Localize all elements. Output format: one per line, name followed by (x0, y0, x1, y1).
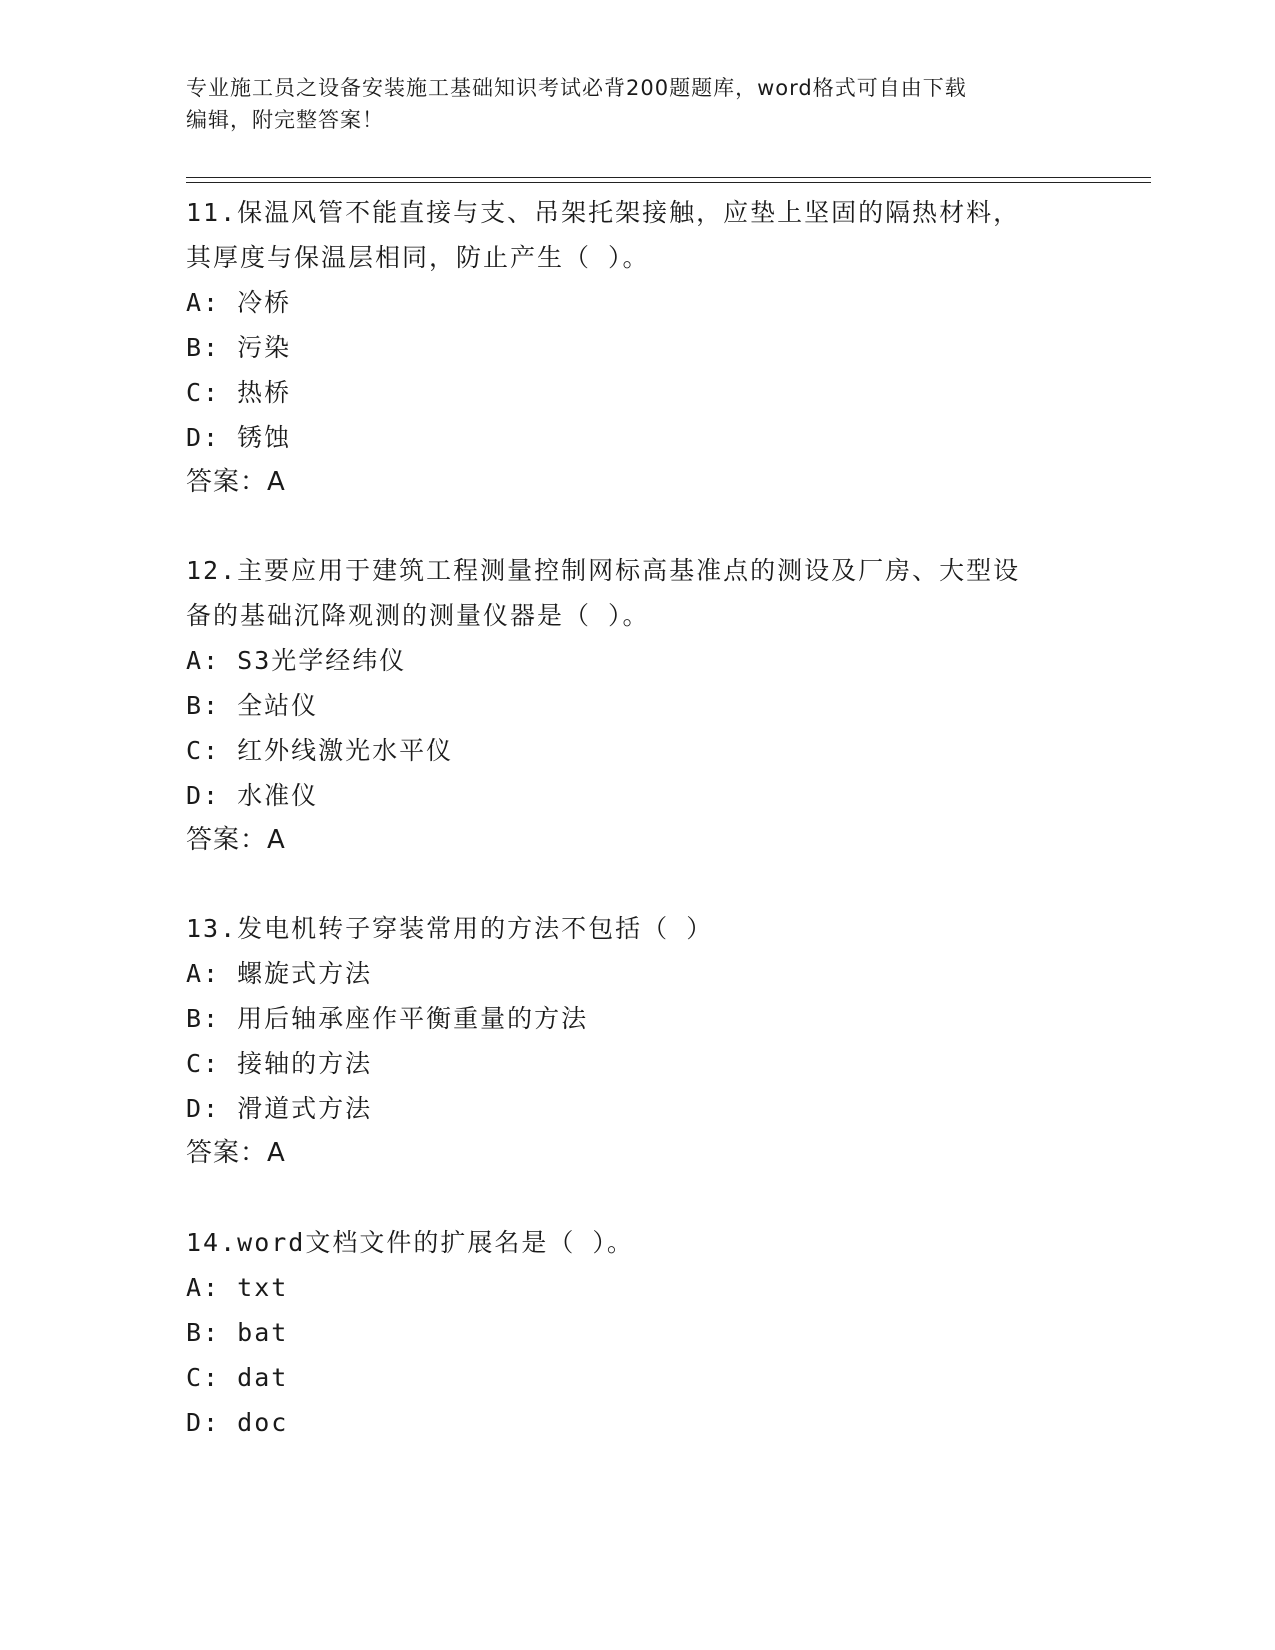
option-c: C: 接轴的方法 (186, 1049, 373, 1078)
header-divider-bottom (186, 182, 1151, 183)
header-line-2: 编辑，附完整答案！ (186, 108, 384, 132)
question-stem-line: 12.主要应用于建筑工程测量控制网标高基准点的测设及厂房、大型设 (186, 556, 1021, 585)
option-a: A: S3光学经纬仪 (186, 646, 407, 675)
option-c: C: 热桥 (186, 378, 292, 407)
option-d: D: 滑道式方法 (186, 1094, 373, 1123)
option-b: B: 全站仪 (186, 691, 319, 720)
question-13 (186, 906, 1086, 1176)
option-a: A: txt (186, 1273, 289, 1302)
question-12 (186, 548, 1086, 863)
answer-line: 答案：A (186, 1138, 286, 1168)
option-a: A: 冷桥 (186, 288, 292, 317)
question-stem-line: 13.发电机转子穿装常用的方法不包括（ ） (186, 914, 714, 943)
option-d: D: 水准仪 (186, 781, 319, 810)
question-stem-line: 其厚度与保温层相同，防止产生（ ）。 (186, 243, 650, 272)
document-header (186, 72, 1066, 136)
option-a: A: 螺旋式方法 (186, 959, 373, 988)
question-14 (186, 1220, 1086, 1445)
answer-line: 答案：A (186, 825, 286, 855)
option-d: D: 锈蚀 (186, 423, 292, 452)
question-stem-line: 备的基础沉降观测的测量仪器是（ ）。 (186, 601, 650, 630)
option-d: D: doc (186, 1408, 289, 1437)
question-11 (186, 190, 1086, 505)
option-c: C: 红外线激光水平仪 (186, 736, 454, 765)
option-b: B: 用后轴承座作平衡重量的方法 (186, 1004, 589, 1033)
header-divider-top (186, 177, 1151, 178)
option-c: C: dat (186, 1363, 289, 1392)
answer-line: 答案：A (186, 467, 286, 497)
header-line-1: 专业施工员之设备安装施工基础知识考试必背200题题库，word格式可自由下载 (186, 76, 967, 100)
question-stem-line: 11.保温风管不能直接与支、吊架托架接触，应垫上坚固的隔热材料， (186, 198, 1021, 227)
option-b: B: bat (186, 1318, 289, 1347)
option-b: B: 污染 (186, 333, 292, 362)
question-stem-line: 14.word文档文件的扩展名是（ ）。 (186, 1228, 634, 1257)
